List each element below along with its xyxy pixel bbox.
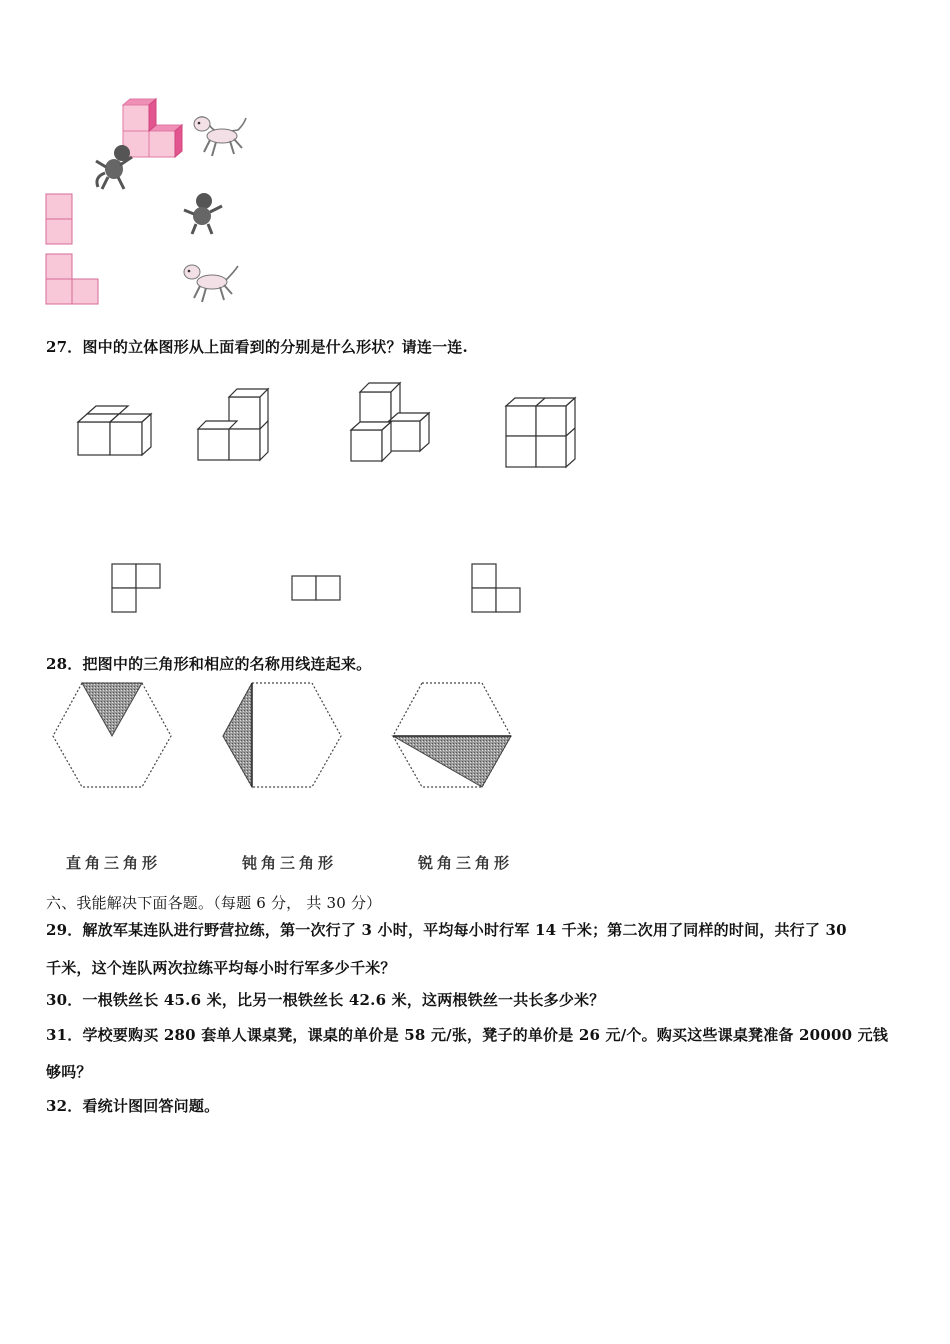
hexagon-right-triangle — [220, 680, 344, 790]
section-6-heading: 六、我能解决下面各题。（每题 6 分， 共 30 分） — [46, 894, 382, 912]
view-l-shape — [45, 253, 101, 305]
top-view-corner-shape — [471, 563, 523, 615]
question-31-line-1: 31．学校要购买 280 套单人课桌凳，课桌的单价是 58 元/张，凳子的单价是 26 元/个。购买这些课桌凳准备 20000 元钱 — [46, 1026, 889, 1044]
question-29-line-1: 29．解放军某连队进行野营拉练，第一次行了 3 小时，平均每小时行军 14 千米；第二次用了同样的时间，共行了 30 — [46, 921, 847, 939]
dog-icon — [188, 112, 250, 160]
hexagon-obtuse-triangle — [390, 680, 514, 790]
label-obtuse-triangle: 钝角三角形 — [242, 854, 338, 872]
top-view-l-shape — [111, 563, 163, 615]
solid-figure-4 — [504, 396, 580, 470]
monkey-icon — [92, 143, 136, 191]
solid-figure-1 — [76, 405, 152, 459]
front-view-two-stacked — [45, 193, 75, 245]
top-view-two-row — [291, 575, 343, 603]
question-27-text: 27．图中的立体图形从上面看到的分别是什么形状？请连一连. — [46, 338, 468, 356]
label-right-triangle: 直角三角形 — [66, 854, 162, 872]
hexagon-acute-triangle — [50, 680, 174, 790]
question-29-line-2: 千米，这个连队两次拉练平均每小时行军多少千米？ — [46, 959, 396, 977]
monkey-icon — [182, 192, 226, 236]
question-31-line-2: 够吗？ — [46, 1063, 92, 1081]
solid-figure-2 — [197, 388, 273, 462]
label-acute-triangle: 锐角三角形 — [418, 854, 514, 872]
dog-icon — [180, 262, 242, 304]
question-28-text: 28．把图中的三角形和相应的名称用线连起来。 — [46, 655, 372, 673]
solid-figure-3 — [349, 380, 435, 464]
question-32-text: 32．看统计图回答问题。 — [46, 1097, 220, 1115]
question-30-text: 30．一根铁丝长 45.6 米，比另一根铁丝长 42.6 米，这两根铁丝一共长多少米？ — [46, 991, 605, 1009]
